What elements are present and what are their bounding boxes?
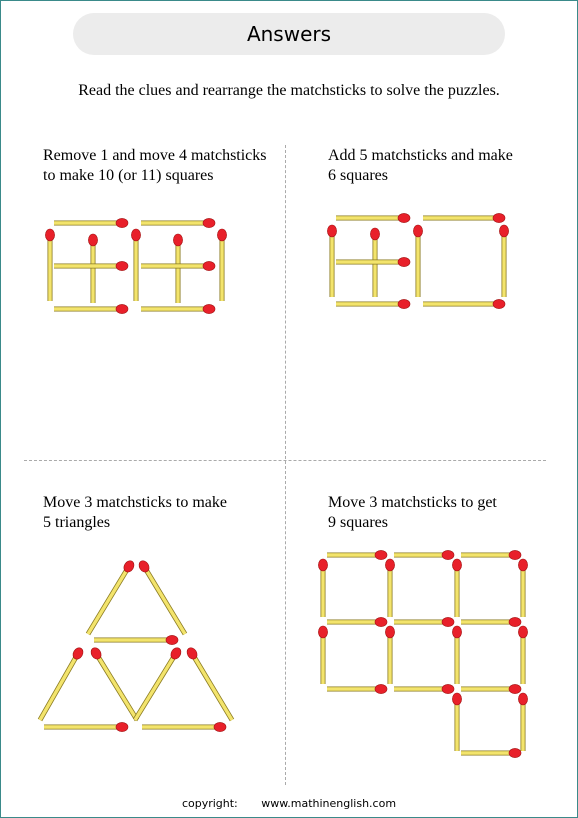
puzzle-1-matchstick-5 [131, 229, 140, 301]
puzzle-4-matchstick-39 [461, 617, 521, 626]
puzzle-4-matchstick-45 [394, 684, 454, 693]
puzzle-2-matchstick-16 [413, 225, 422, 297]
puzzle-2-matchstick-14 [327, 225, 336, 297]
puzzle-4-matchstick-44 [327, 684, 387, 693]
puzzle-2-clue-line-1: Add 5 matchsticks and make [328, 147, 513, 164]
puzzle-2-clue-line-2: 6 squares [328, 167, 388, 184]
puzzle-3-matchstick-23 [94, 635, 178, 644]
puzzle-3-clue-line-2: 5 triangles [43, 514, 111, 531]
puzzle-4-matchstick-49 [461, 748, 521, 757]
puzzle-3-matchstick-22 [137, 559, 185, 634]
puzzle-4-matchstick-34 [385, 559, 394, 617]
puzzle-1-matchstick-7 [217, 229, 226, 301]
puzzle-3-matchstick-27 [185, 646, 232, 720]
puzzle-3-matchstick-28 [44, 722, 128, 731]
puzzle-4-clue-line-1: Move 3 matchsticks to get [328, 494, 497, 511]
puzzle-4-matchstick-31 [394, 550, 454, 559]
puzzle-3-matchstick-21 [88, 559, 136, 634]
puzzle-1-clue-line-2: to make 10 (or 11) squares [43, 167, 214, 184]
puzzle-3-matchstick-26 [135, 646, 183, 720]
puzzle-1-matchstick-1 [54, 218, 128, 227]
puzzle-4-matchstick-32 [461, 550, 521, 559]
website-link[interactable]: www.mathinenglish.com [261, 797, 397, 810]
puzzle-2-clue [328, 146, 568, 186]
puzzle-3-matchstick-25 [89, 646, 137, 720]
copyright-label: copyright: [181, 797, 238, 810]
puzzle-4-matchstick-40 [318, 626, 327, 684]
puzzle-2-matchstick-12 [336, 213, 410, 222]
puzzle-4-matchstick-48 [518, 693, 527, 751]
puzzle-4-matchstick-33 [318, 559, 327, 617]
puzzle-4-matchstick-36 [518, 559, 527, 617]
puzzle-1-matchstick-2 [141, 218, 215, 227]
page-title: Answers [73, 13, 505, 55]
puzzle-2-matchstick-17 [499, 225, 508, 297]
instructions: Read the clues and rearrange the matchsticks to solve the puzzles. [78, 82, 500, 99]
puzzle-4-matchstick-41 [385, 626, 394, 684]
puzzle-4-clue [328, 493, 568, 533]
puzzle-4-matchstick-46 [461, 684, 521, 693]
puzzle-3-clue-line-1: Move 3 matchsticks to make [43, 494, 227, 511]
puzzle-4-matchstick-30 [327, 550, 387, 559]
puzzle-4-clue-line-2: 9 squares [328, 514, 388, 531]
puzzle-2-matchstick-19 [336, 299, 410, 308]
puzzle-3-clue [43, 493, 283, 533]
puzzle-4-matchstick-37 [327, 617, 387, 626]
puzzle-2-matchstick-13 [423, 213, 505, 222]
puzzle-4-matchstick-43 [518, 626, 527, 684]
puzzle-1-matchstick-10 [54, 304, 128, 313]
puzzle-3-matchstick-29 [142, 722, 226, 731]
puzzle-1-matchstick-3 [45, 229, 54, 301]
puzzle-2-matchstick-20 [423, 299, 505, 308]
puzzle-1-clue-line-1: Remove 1 and move 4 matchsticks [43, 147, 267, 164]
puzzle-4-matchstick-47 [452, 693, 461, 751]
copyright-footer [0, 797, 578, 810]
puzzle-4-matchstick-38 [394, 617, 454, 626]
puzzle-4-matchstick-42 [452, 626, 461, 684]
puzzle-3-matchstick-24 [40, 646, 85, 720]
puzzle-4-matchstick-35 [452, 559, 461, 617]
puzzle-1-matchstick-11 [141, 304, 215, 313]
